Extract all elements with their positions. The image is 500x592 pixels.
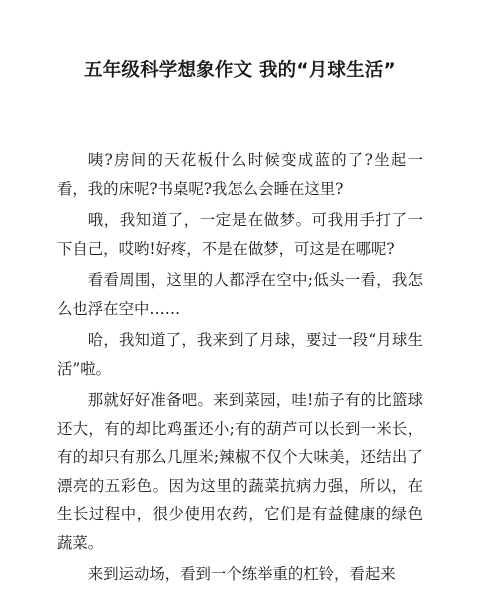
paragraph-1: 咦?房间的天花板什么时候变成蓝的了?坐起一看，我的床呢?书桌呢?我怎么会睡在这里? [57,151,423,198]
paragraph-6: 来到运动场，看到一个练举重的杠铃，看起来 [87,565,396,583]
paragraph-3: 看看周围，这里的人都浮在空中;低头一看，我怎么也浮在空中…… [57,271,423,318]
paragraph-2: 哦，我知道了，一定是在做梦。可我用手打了一下自己，哎哟!好疼，不是在做梦，可这是在哪呢? [57,211,423,258]
document-title: 五年级科学想象作文 我的“月球生活” [84,60,396,81]
paragraph-5: 那就好好准备吧。来到菜园，哇!茄子有的比篮球还大，有的却比鸡蛋还小;有的葫芦可以长到一米长，有的却只有那么几厘米;辣椒不仅个大味美，还结出了漂亮的五彩色。因为这里的蔬菜抗病力强，所以，在生长过程中，很少使用农药，它们是有益健康的绿色蔬菜。 [57,391,423,552]
paragraph-4: 哈，我知道了，我来到了月球，要过一段“月球生活”啦。 [57,331,423,378]
document-body [57,146,423,592]
